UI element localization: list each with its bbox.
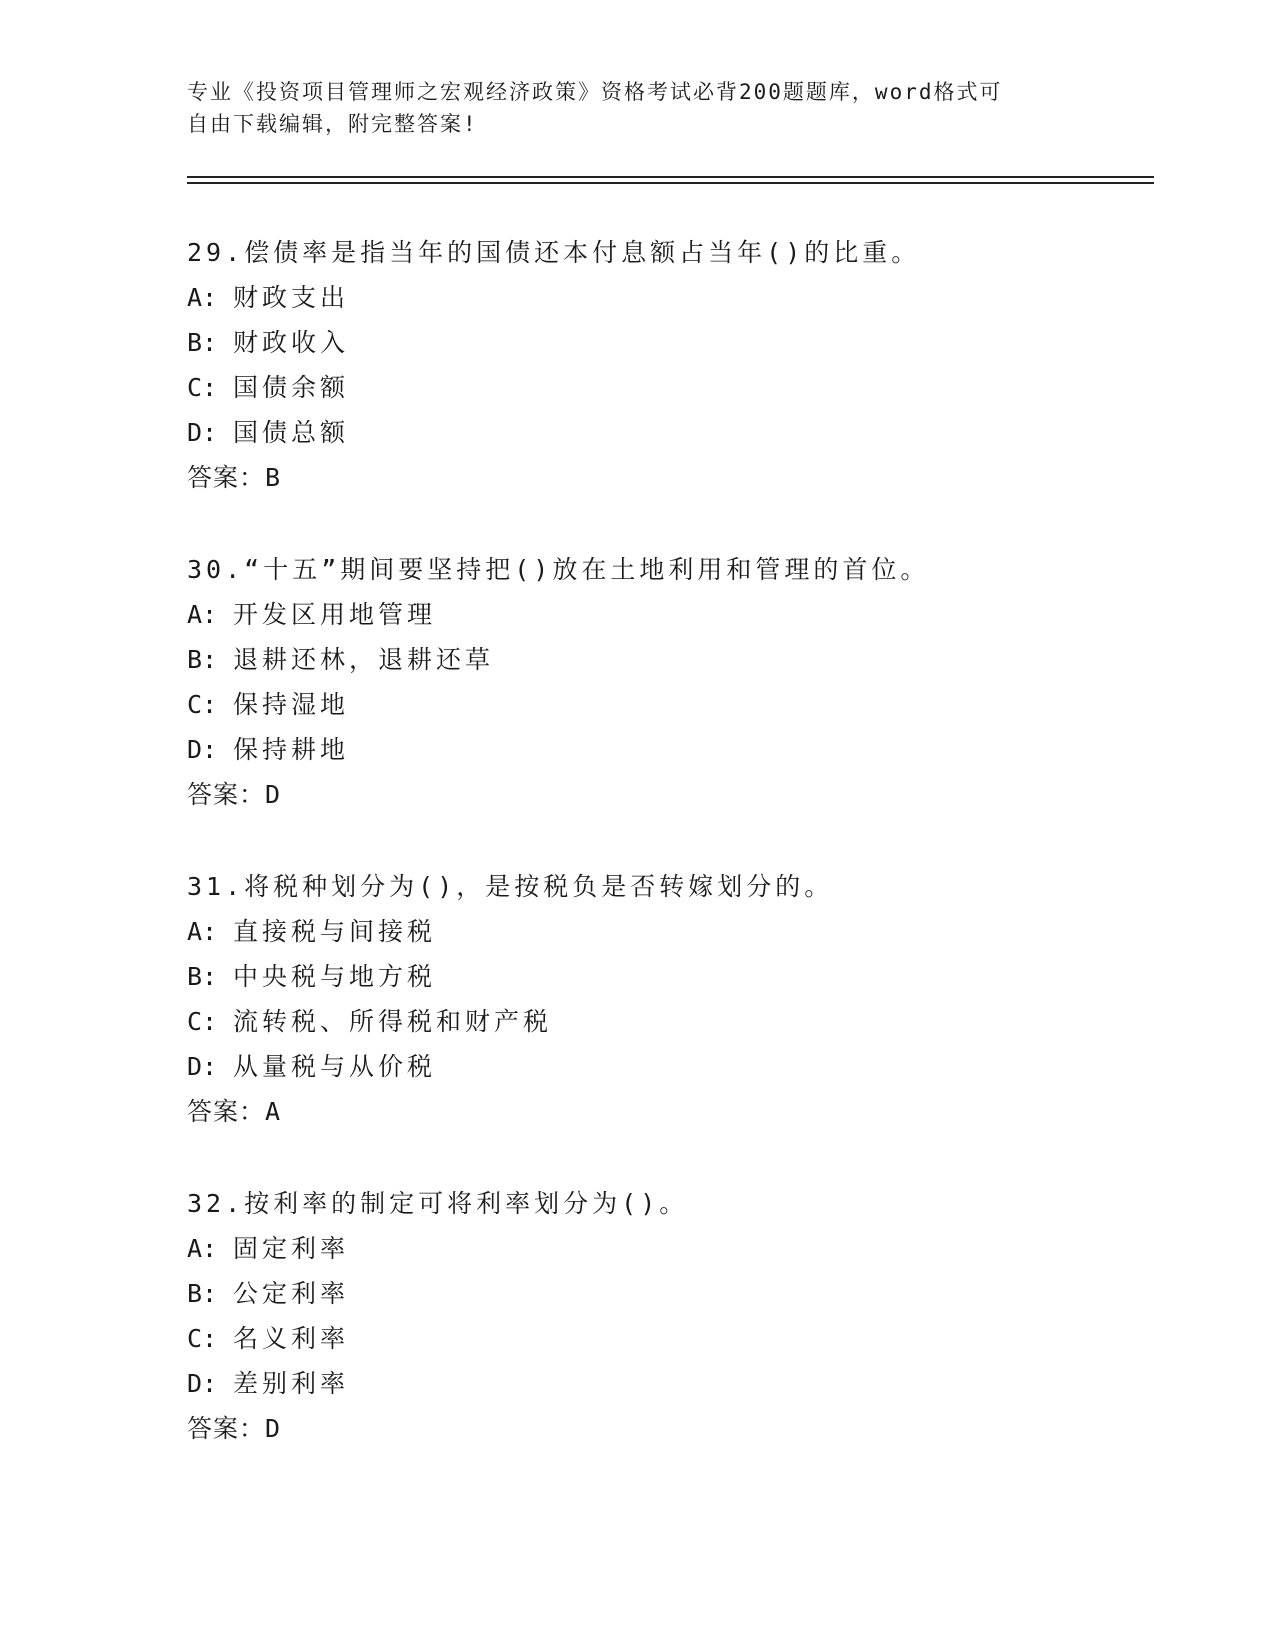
- option-text: 从量税与从价税: [233, 1052, 437, 1081]
- option-b: [187, 1279, 1127, 1324]
- option-letter: C:: [187, 1324, 218, 1353]
- option-letter: B:: [187, 1279, 218, 1308]
- option-text: 流转税、所得税和财产税: [233, 1007, 553, 1036]
- question-32: [187, 1189, 1127, 1459]
- question-text: 30.“十五”期间要坚持把()放在土地利用和管理的首位。: [187, 555, 930, 584]
- option-d: [187, 1052, 1127, 1097]
- option-d: [187, 1369, 1127, 1414]
- option-d: [187, 418, 1127, 463]
- document-header: [187, 76, 1067, 140]
- option-letter: C:: [187, 373, 218, 402]
- option-letter: C:: [187, 690, 218, 719]
- question-31: [187, 872, 1127, 1142]
- option-letter: B:: [187, 328, 218, 357]
- answer: 答案：A: [187, 1097, 282, 1126]
- option-text: 保持湿地: [233, 690, 350, 719]
- question-text: 29.偿债率是指当年的国债还本付息额占当年()的比重。: [187, 238, 921, 267]
- option-text: 公定利率: [233, 1279, 350, 1308]
- option-letter: A:: [187, 283, 218, 312]
- header-line-2: 自由下载编辑，附完整答案!: [187, 112, 478, 136]
- option-text: 退耕还林，退耕还草: [233, 645, 495, 674]
- option-text: 开发区用地管理: [233, 600, 437, 629]
- option-c: [187, 1007, 1127, 1052]
- option-letter: D:: [187, 418, 218, 447]
- option-letter: A:: [187, 600, 218, 629]
- option-text: 财政支出: [233, 283, 350, 312]
- option-letter: D:: [187, 1369, 218, 1398]
- option-text: 国债总额: [233, 418, 350, 447]
- answer: 答案：B: [187, 463, 282, 492]
- option-text: 财政收入: [233, 328, 350, 357]
- option-text: 中央税与地方税: [233, 962, 437, 991]
- option-b: [187, 645, 1127, 690]
- question-30: [187, 555, 1127, 825]
- option-letter: A:: [187, 917, 218, 946]
- header-divider-top: [187, 176, 1154, 178]
- answer: 答案：D: [187, 780, 282, 809]
- option-c: [187, 1324, 1127, 1369]
- question-text: 31.将税种划分为()，是按税负是否转嫁划分的。: [187, 872, 834, 901]
- option-c: [187, 690, 1127, 735]
- option-text: 差别利率: [233, 1369, 350, 1398]
- option-d: [187, 735, 1127, 780]
- option-a: [187, 600, 1127, 645]
- option-a: [187, 917, 1127, 962]
- option-letter: B:: [187, 645, 218, 674]
- option-text: 直接税与间接税: [233, 917, 437, 946]
- option-a: [187, 283, 1127, 328]
- option-letter: D:: [187, 1052, 218, 1081]
- option-a: [187, 1234, 1127, 1279]
- question-text: 32.按利率的制定可将利率划分为()。: [187, 1189, 689, 1218]
- option-text: 保持耕地: [233, 735, 350, 764]
- option-c: [187, 373, 1127, 418]
- option-b: [187, 962, 1127, 1007]
- option-letter: A:: [187, 1234, 218, 1263]
- option-text: 固定利率: [233, 1234, 350, 1263]
- option-letter: B:: [187, 962, 218, 991]
- answer: 答案：D: [187, 1414, 282, 1443]
- option-letter: D:: [187, 735, 218, 764]
- header-line-1: 专业《投资项目管理师之宏观经济政策》资格考试必背200题题库，word格式可: [187, 80, 1003, 104]
- header-divider-bottom: [187, 182, 1154, 184]
- option-letter: C:: [187, 1007, 218, 1036]
- option-text: 名义利率: [233, 1324, 350, 1353]
- option-b: [187, 328, 1127, 373]
- option-text: 国债余额: [233, 373, 350, 402]
- question-29: [187, 238, 1127, 508]
